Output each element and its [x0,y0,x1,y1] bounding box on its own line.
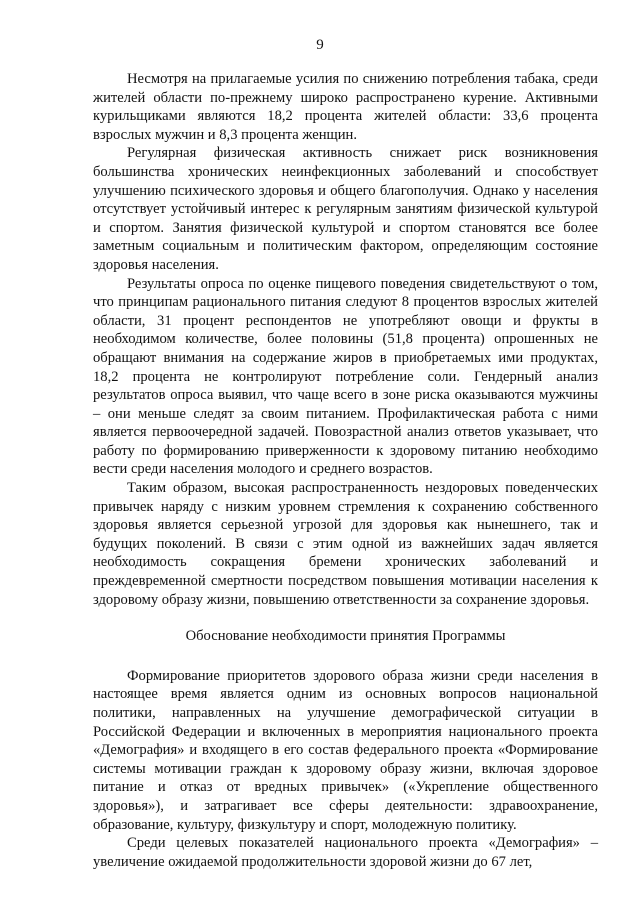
paragraph-conclusion: Таким образом, высокая распространенность нездоровых поведенческих привычек наряду с низким уровнем стремления к сохранению собственного здоровья является серьезной угрозой для здоровья как нынешнего, так и будущих поколений. В связи с этим одной из важнейших задач является необходимость сокращения бремени хронических заболеваний и преждевременной смертности посредством повышения мотивации населения к здоровому образу жизни, повышению ответственности за сохранение здоровья. [93,480,598,608]
document-body [93,70,598,871]
page-number: 9 [316,37,324,53]
paragraph-priorities: Формирование приоритетов здорового образа жизни среди населения в настоящее время является одним из основных вопросов национальной политики, направленных на улучшение демографической ситуации в Российской Федерации и включенных в мероприятия национального проекта «Демография» и входящего в его состав федерального проекта «Формирование системы мотивации граждан к здоровому образу жизни, включая здоровое питание и отказ от вредных привычек» («Укрепление общественного здоровья»), и затрагивает все сферы деятельности: здравоохранение, образование, культуру, физкультуру и спорт, молодежную политику. [93,667,598,833]
section-heading: Обоснование необходимости принятия Программы [185,628,506,645]
paragraph-physical-activity: Регулярная физическая активность снижает риск возникновения большинства хронических неинфекционных заболеваний и способствует улучшению психического здоровья и общего благополучия. Однако у населения отсутствует устойчивый интерес к регулярным занятиям физической культурой и спортом. Занятия физической культурой и спортом становятся все более заметным социальным и политическим фактором, определяющим состояние здоровья населения. [93,145,598,273]
paragraph-target-indicators: Среди целевых показателей национального проекта «Демография» – увеличение ожидаемой продолжительности здоровой жизни до 67 лет, [93,835,598,870]
paragraph-nutrition-survey: Результаты опроса по оценке пищевого поведения свидетельствуют о том, что принципам рационального питания следуют 8 процентов взрослых жителей области, 31 процент респондентов не употребляют овощи и фрукты в необходимом количестве, более половины (51,8 процента) опрошенных не обращают внимания на содержание жиров в приобретаемых ими продуктах, 18,2 процента не контролируют потребление соли. Гендерный анализ результатов опроса выявил, что чаще всего в зоне риска оказываются мужчины – они меньше следят за своим питанием. Профилактическая работа с ними является первоочередной задачей. Повозрастной анализ ответов указывает, что работу по формированию приверженности к здоровому питанию необходимо вести среди населения молодого и среднего возрастов. [93,275,598,478]
paragraph-smoking: Несмотря на прилагаемые усилия по снижению потребления табака, среди жителей области по-прежнему широко распространено курение. Активными курильщиками являются 18,2 процента жителей области: 33,6 процента взрослых мужчин и 8,3 процента женщин. [93,71,598,143]
